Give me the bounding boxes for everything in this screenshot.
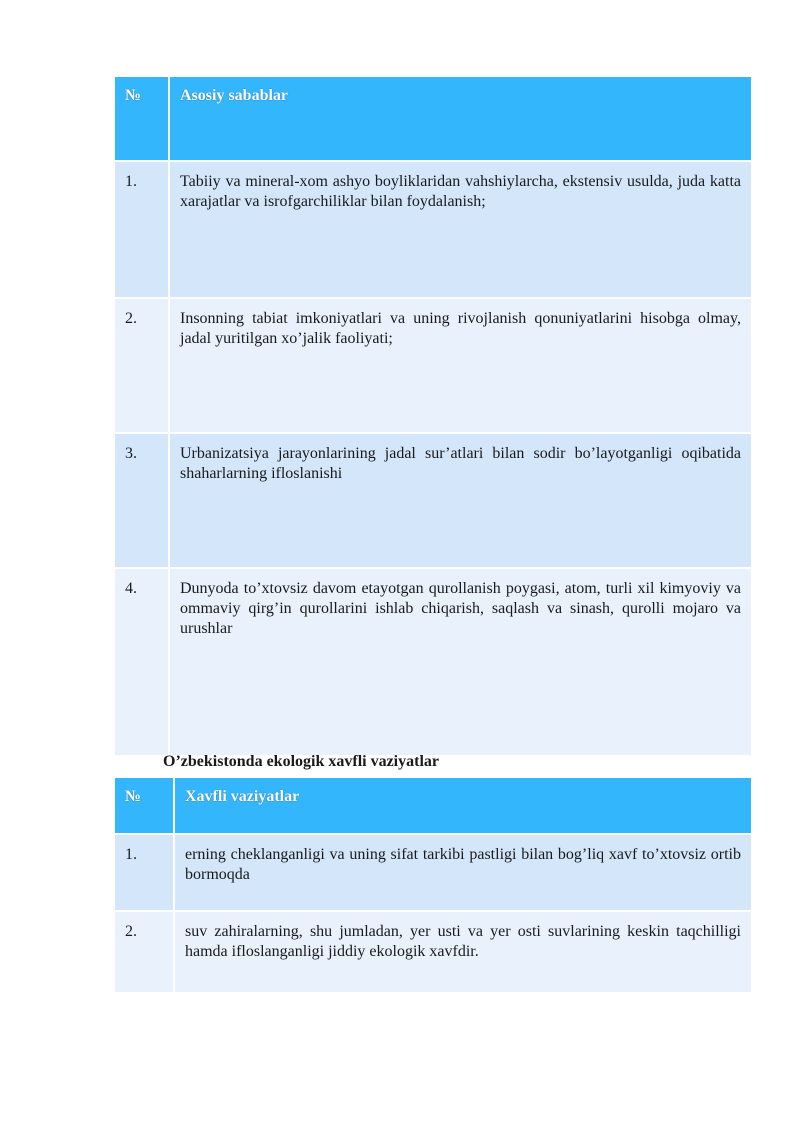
row-number: 3. [115,434,170,567]
row-text: Insonning tabiat imkoniyatlari va uning rivojlanish qonuniyatlarini hisobga olmay, jadal yuritilgan xo’jalik faoliyati; [170,299,751,432]
header-title-cell: Xavfli vaziyatlar [175,778,751,833]
table-row [115,569,751,755]
row-number: 1. [115,162,170,297]
causes-table [115,77,751,755]
row-text: suv zahiralarning, shu jumladan, yer usti va yer osti suvlarining keskin taqchilligi hamda ifloslanganligi jiddiy ekologik xavfdir. [175,912,751,992]
table-header-row [115,778,751,835]
header-number-cell: № [115,77,170,160]
section-heading: O’zbekistonda ekologik xavfli vaziyatlar [163,753,439,770]
row-number: 2. [115,912,175,992]
row-number: 4. [115,569,170,755]
table-row [115,835,751,912]
table-row [115,299,751,434]
row-number: 2. [115,299,170,432]
header-number-cell: № [115,778,175,833]
header-title-cell: Asosiy sabablar [170,77,751,160]
row-text: erning cheklanganligi va uning sifat tarkibi pastligi bilan bog’liq xavf to’xtovsiz ortib bormoqda [175,835,751,910]
row-number: 1. [115,835,175,910]
table-header-row [115,77,751,162]
row-text: Urbanizatsiya jarayonlarining jadal sur’atlari bilan sodir bo’layotganligi oqibatida shaharlarning ifloslanishi [170,434,751,567]
row-text: Tabiiy va mineral-xom ashyo boyliklaridan vahshiylarcha, ekstensiv usulda, juda katta xarajatlar va isrofgarchiliklar bilan foydalanish; [170,162,751,297]
table-row [115,912,751,992]
row-text: Dunyoda to’xtovsiz davom etayotgan qurollanish poygasi, atom, turli xil kimyoviy va ommaviy qirg’in qurollarini ishlab chiqarish, saqlash va sinash, qurolli mojaro va urushlar [170,569,751,755]
table-row [115,434,751,569]
table-row [115,162,751,299]
hazards-table [115,778,751,992]
